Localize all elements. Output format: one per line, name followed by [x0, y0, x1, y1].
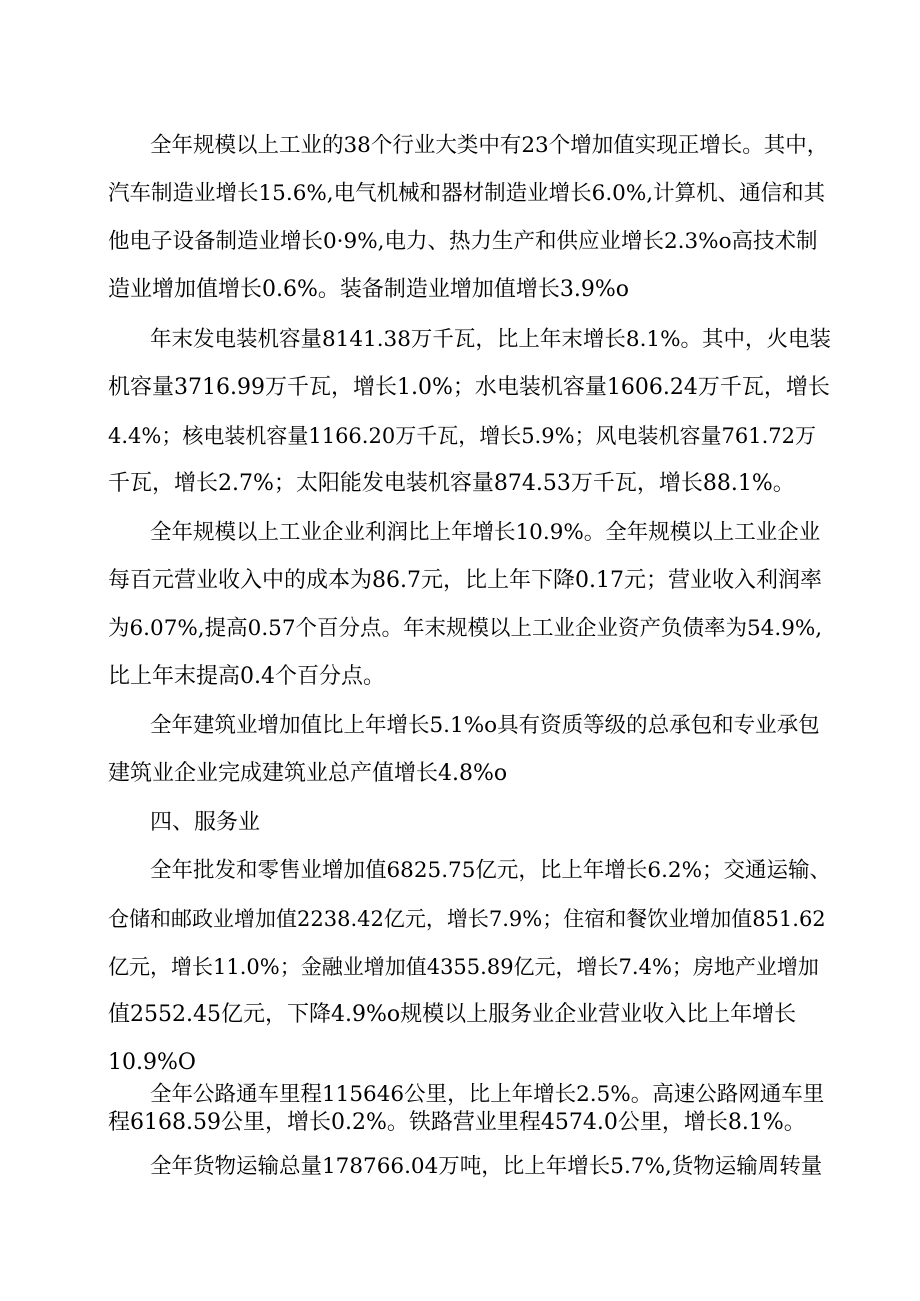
paragraph-profit-line-1: 全年规模以上工业企业利润比上年增长10.9%。全年规模以上工业企业 [150, 520, 821, 545]
paragraph-power-line-2: 机容量3716.99万千瓦，增长1.0%；水电装机容量1606.24万千瓦，增长 [108, 375, 830, 400]
paragraph-services-line-1: 全年批发和零售业增加值6825.75亿元，比上年增长6.2%；交通运输、 [150, 858, 832, 883]
paragraph-services-line-4: 值2552.45亿元，下降4.9%o规模以上服务业企业营业收入比上年增长 [108, 1002, 797, 1027]
paragraph-industry-line-2: 汽车制造业增长15.6%,电气机械和器材制造业增长6.0%,计算机、通信和其 [108, 181, 826, 206]
paragraph-services-line-3: 亿元，增长11.0%；金融业增加值4355.89亿元，增长7.4%；房地产业增加 [108, 955, 819, 979]
paragraph-industry-line-3: 他电子设备制造业增长0·9%,电力、热力生产和供应业增长2.3%o高技术制 [108, 229, 818, 254]
paragraph-industry-line-1: 全年规模以上工业的38个行业大类中有23个增加值实现正增长。其中， [150, 133, 829, 158]
paragraph-profit-line-2: 每百元营业收入中的成本为86.7元，比上年下降0.17元；营业收入利润率 [108, 568, 822, 593]
paragraph-power-line-1: 年末发电装机容量8141.38万千瓦，比上年末增长8.1%。其中，火电装 [150, 327, 832, 352]
paragraph-profit-line-4: 比上年末提高0.4个百分点。 [108, 664, 385, 689]
paragraph-power-line-4: 千瓦，增长2.7%；太阳能发电装机容量874.53万千瓦，增长88.1%。 [108, 471, 795, 496]
paragraph-profit-line-3: 为6.07%,提高0.57个百分点。年末规模以上工业企业资产负债率为54.9%, [108, 616, 823, 641]
paragraph-services-line-2: 仓储和邮政业增加值2238.42亿元，增长7.9%；住宿和餐饮业增加值851.62 [108, 907, 826, 931]
section-heading-services: 四、服务业 [150, 810, 261, 835]
paragraph-construction-line-2: 建筑业企业完成建筑业总产值增长4.8%o [108, 761, 508, 786]
paragraph-roads-line-2: 程6168.59公里，增长0.2%。铁路营业里程4574.0公里，增长8.1%。 [108, 1110, 806, 1135]
paragraph-services-line-5: 10.9%O [108, 1050, 196, 1075]
paragraph-freight-line-1: 全年货物运输总量178766.04万吨，比上年增长5.7%,货物运输周转量 [150, 1154, 823, 1179]
paragraph-industry-line-4: 造业增加值增长0.6%。装备制造业增加值增长3.9%o [108, 277, 630, 302]
paragraph-construction-line-1: 全年建筑业增加值比上年增长5.1%o具有资质等级的总承包和专业承包 [150, 713, 820, 738]
paragraph-power-line-3: 4.4%；核电装机容量1166.20万千瓦，增长5.9%；风电装机容量761.72万 [108, 424, 817, 448]
paragraph-roads-line-1: 全年公路通车里程115646公里，比上年增长2.5%。高速公路网通车里 [150, 1082, 825, 1107]
